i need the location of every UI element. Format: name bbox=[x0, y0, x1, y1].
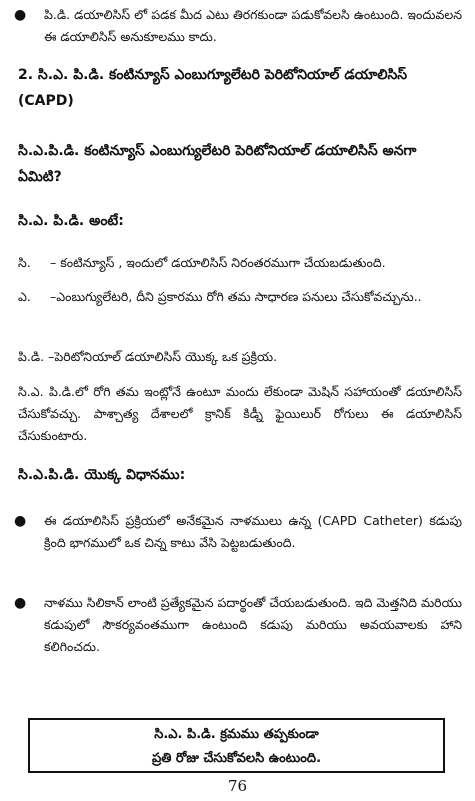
capd-paragraph: సి.ఎ. పి.డి.లో రోగి తమ ఇంట్లోనే ఉంటూ మందు లేకుండా మెషిన్ సహాయంతో డయాలిసిస్ చేసుకోవచ్చు. పాశ్చాత్య దేశాలలో క్రానిక్ కిడ్నీ ఫైయిలుర్ రోగులు ఈ డయాలిసిస్ చేసుకుంటారు. bbox=[18, 384, 462, 443]
bullet-icon: ● bbox=[14, 7, 27, 23]
definition-text: – కంటిన్యూస్ , ఇందులో డయాలిసిస్ నిరంతరముగా చేయబడుతుంది. bbox=[49, 255, 386, 270]
method-list-item bbox=[14, 510, 462, 554]
definition-pd bbox=[18, 346, 462, 368]
method-bullet-text: ఈ డయాలిసిస్ ప్రక్రియలో అనేకమైన నాళములు ఉన్న (CAPD Catheter) కడుపు క్రింది భాగములో ఒక చిన్న కాటు వేసి పెట్టబడుతుంది. bbox=[44, 513, 462, 550]
intro-bullet-text: పి.డి. డయాలిసిస్ లో పడక మీద ఎటు తిరగకుండా పడుకోవలసి ఉంటుంది. ఇందువలన ఈ డయాలిసిస్ అనుకూలము కాదు. bbox=[44, 7, 462, 44]
method-list-item bbox=[14, 592, 462, 658]
question-heading: సి.ఎ.పి.డి. కంటిన్యూస్ ఎంబుగ్యులేటరి పెరిటోనియాల్ డయాలిసిస్ అనగా ఏమిటి? bbox=[18, 143, 417, 185]
definition-c bbox=[18, 252, 462, 274]
section-heading: 2. సి.ఎ. పి.డి. కంటిన్యూస్ ఎంబుగ్యూలేటరి పెరిటోనియాల్ డయాలిసిస్ (CAPD) bbox=[18, 67, 408, 109]
definition-letter: ఎ. bbox=[18, 289, 31, 304]
highlight-box bbox=[28, 718, 445, 773]
definition-text: –పెరిటోనియాల్ డయాలిసిస్ యొక్క ఒక ప్రక్రియ. bbox=[48, 349, 278, 364]
highlight-line-2: ప్రతి రోజు చేసుకోవలసి ఉంటుంది. bbox=[151, 751, 322, 766]
bullet-icon: ● bbox=[14, 595, 27, 611]
meaning-heading: సి.ఎ. పి.డి. అంటే: bbox=[18, 213, 124, 229]
definition-a bbox=[18, 286, 462, 308]
definition-letter: సి. bbox=[18, 255, 31, 270]
method-heading: సి.ఎ.పి.డి. యొక్క విధానము: bbox=[18, 467, 186, 483]
definition-text: –ఎంబుగ్యులేటరి, దీని ప్రకారము రోగి తమ సాధారణ పనులు చేసుకోవచ్చును.. bbox=[49, 289, 422, 304]
definition-letter: పి.డి. bbox=[18, 349, 45, 364]
bullet-icon: ● bbox=[14, 513, 27, 529]
highlight-line-1: సి.ఎ. పి.డి. క్రమము తప్పకుండా bbox=[154, 727, 319, 742]
method-bullet-text: నాళము సిలికాన్ లాంటి ప్రత్యేకమైన పదార్థంతో చేయబడుతుంది. ఇది మెత్తనిది మరియు కడుపులో సౌకర్యవంతముగా ఉంటుంది కడుపు మరియు అవయవాలకు హాని కలిగించదు. bbox=[44, 595, 462, 654]
intro-list-item bbox=[14, 4, 462, 48]
page-number: 76 bbox=[227, 777, 248, 795]
